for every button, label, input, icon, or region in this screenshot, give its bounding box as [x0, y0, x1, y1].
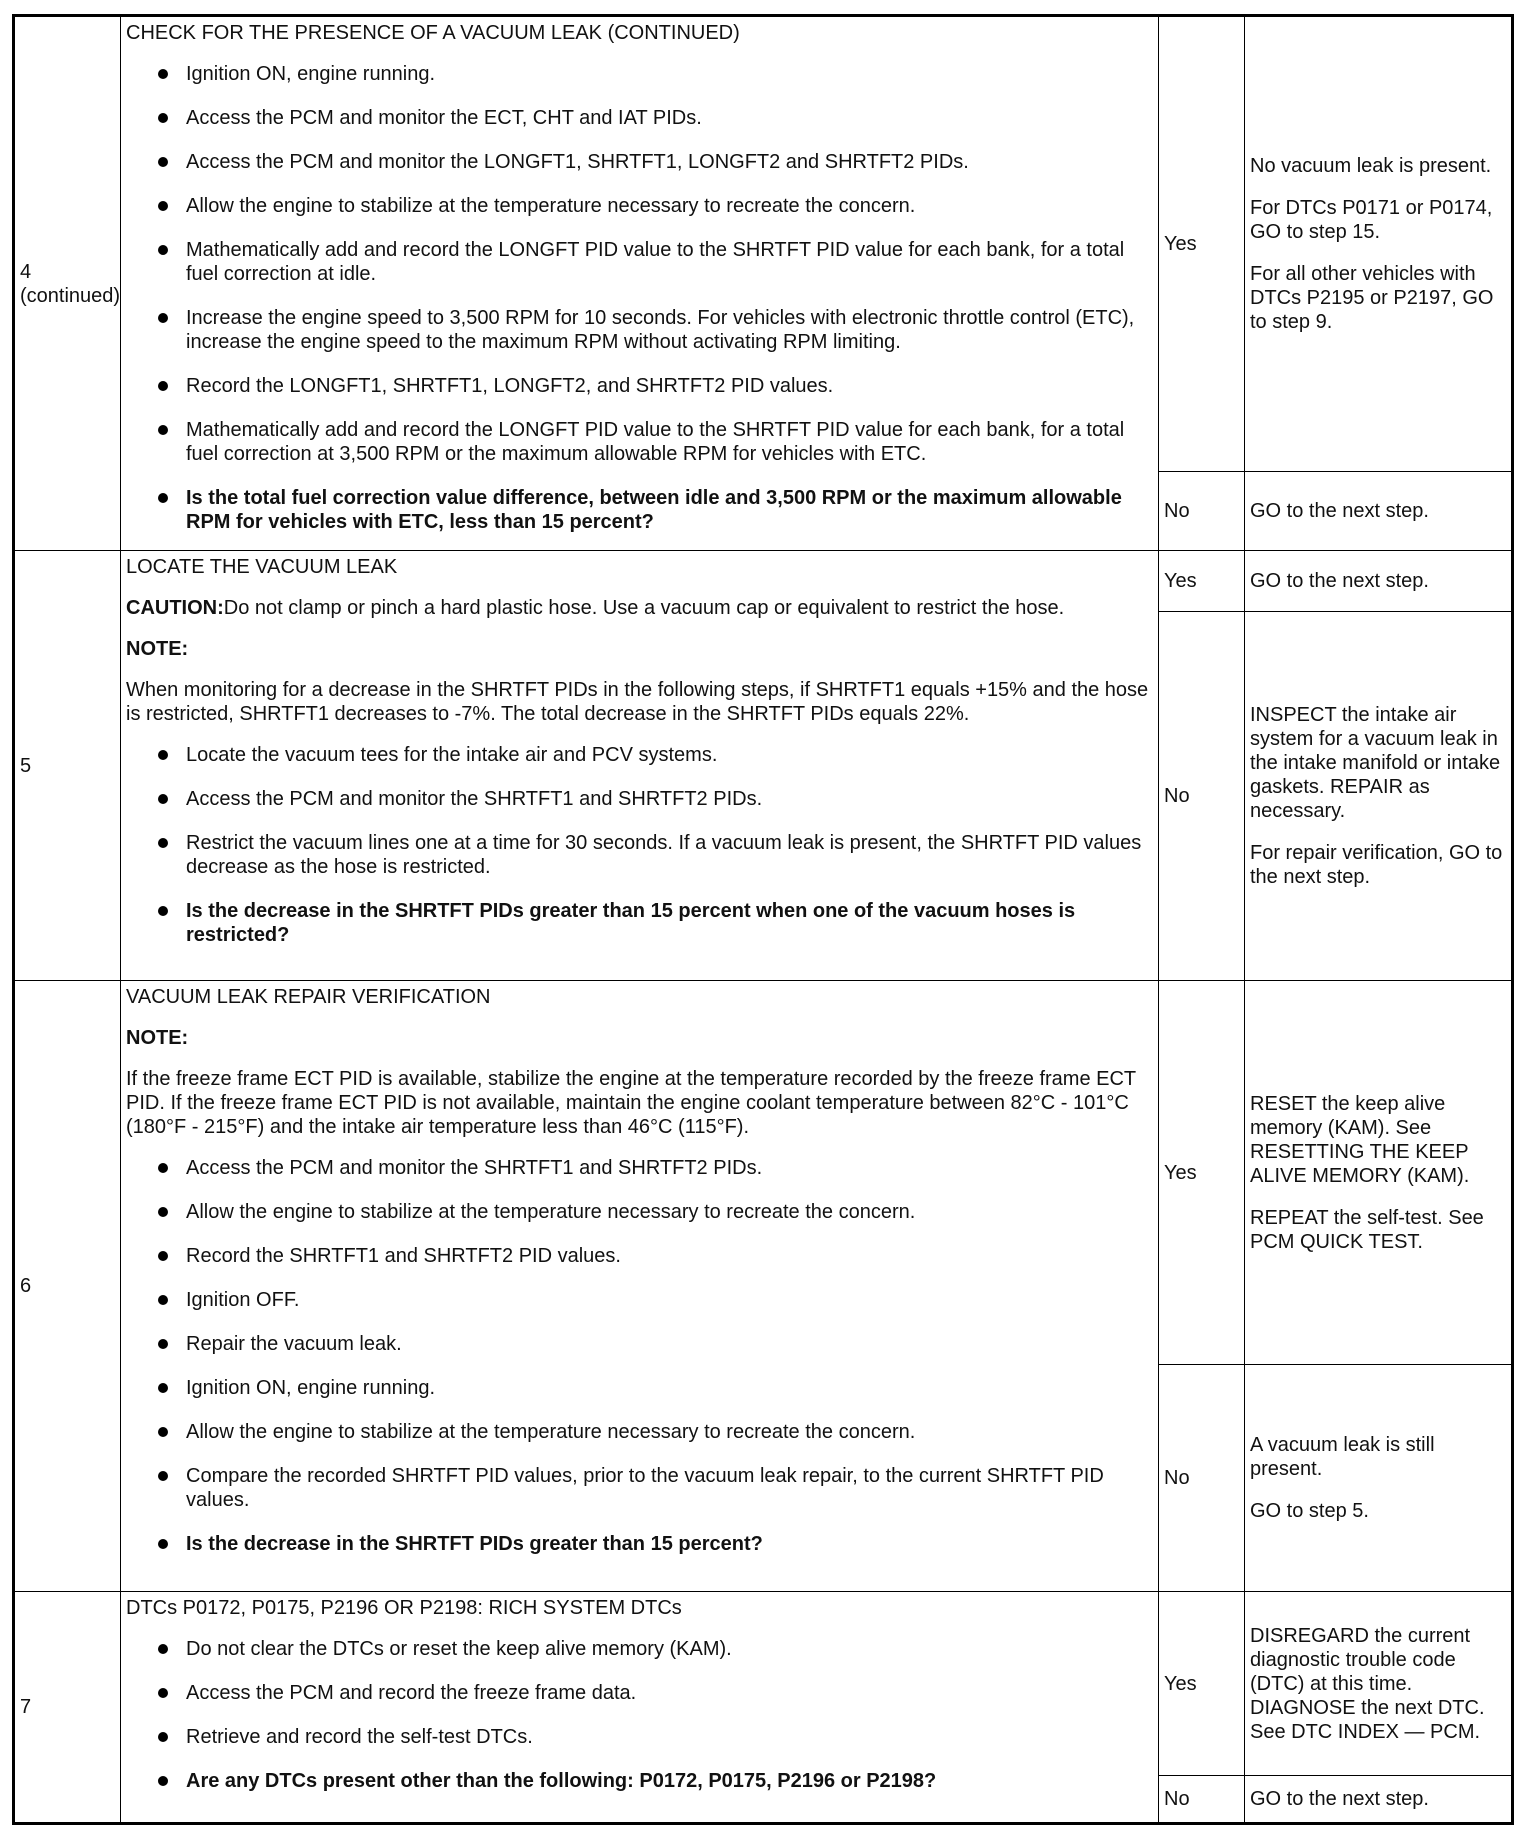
step-row-5 [14, 551, 1513, 612]
action-text: GO to the next step. [1250, 500, 1429, 522]
answer-no-label: No [1164, 500, 1190, 522]
step-bullet-list [126, 1156, 1153, 1556]
action-no [1245, 1776, 1513, 1824]
answer-no [1159, 1365, 1245, 1592]
action-text: RESET the keep alive memory (KAM). See RESETTING THE KEEP ALIVE MEMORY (KAM). [1250, 1092, 1470, 1187]
step-row-7 [14, 1592, 1513, 1776]
answer-yes [1159, 981, 1245, 1365]
step-bullet-list [126, 1637, 1153, 1793]
note-label: NOTE: [126, 638, 189, 660]
action-text: GO to step 5. [1250, 1500, 1369, 1522]
answer-yes [1159, 1592, 1245, 1776]
list-item: Access the PCM and monitor the ECT, CHT and IAT PIDs. [156, 106, 1153, 130]
step-content [121, 981, 1159, 1592]
list-item: Access the PCM and monitor the SHRTFT1 and SHRTFT2 PIDs. [156, 787, 1153, 811]
step-question: Is the decrease in the SHRTFT PIDs greater than 15 percent when one of the vacuum hoses is restricted? [156, 899, 1153, 947]
list-item: Ignition OFF. [156, 1288, 1153, 1312]
step-title: LOCATE THE VACUUM LEAK [126, 556, 398, 578]
list-item: Access the PCM and monitor the SHRTFT1 and SHRTFT2 PIDs. [156, 1156, 1153, 1180]
action-text: For DTCs P0171 or P0174, GO to step 15. [1250, 197, 1493, 243]
step-number [14, 1592, 121, 1824]
list-item: Increase the engine speed to 3,500 RPM for 10 seconds. For vehicles with electronic throttle control (ETC), increase the engine speed to the maximum RPM without activating RPM limiting. [156, 306, 1153, 354]
action-yes [1245, 981, 1513, 1365]
list-item: Mathematically add and record the LONGFT PID value to the SHRTFT PID value for each bank, for a total fuel correction at 3,500 RPM or the maximum allowable RPM for vehicles with ETC. [156, 418, 1153, 466]
list-item: Allow the engine to stabilize at the temperature necessary to recreate the concern. [156, 1420, 1153, 1444]
list-item: Compare the recorded SHRTFT PID values, prior to the vacuum leak repair, to the current SHRTFT PID values. [156, 1464, 1153, 1512]
list-item: Mathematically add and record the LONGFT PID value to the SHRTFT PID value for each bank, for a total fuel correction at idle. [156, 238, 1153, 286]
action-yes [1245, 16, 1513, 472]
step-content [121, 1592, 1159, 1824]
action-no [1245, 1365, 1513, 1592]
step-question: Is the decrease in the SHRTFT PIDs greater than 15 percent? [156, 1532, 1153, 1556]
step-number [14, 981, 121, 1592]
list-item: Access the PCM and monitor the LONGFT1, SHRTFT1, LONGFT2 and SHRTFT2 PIDs. [156, 150, 1153, 174]
answer-no-label: No [1164, 1788, 1190, 1810]
caution-label: CAUTION: [126, 597, 224, 619]
step-number [14, 551, 121, 981]
list-item: Repair the vacuum leak. [156, 1332, 1153, 1356]
list-item: Allow the engine to stabilize at the temperature necessary to recreate the concern. [156, 1200, 1153, 1224]
action-yes [1245, 1592, 1513, 1776]
step-question: Is the total fuel correction value difference, between idle and 3,500 RPM or the maximum allowable RPM for vehicles with ETC, less than 15 percent? [156, 486, 1153, 534]
step-number-text: 7 [20, 1696, 32, 1718]
diagnostic-table [12, 14, 1514, 1825]
action-text: No vacuum leak is present. [1250, 155, 1492, 177]
note-text: When monitoring for a decrease in the SHRTFT PIDs in the following steps, if SHRTFT1 equals +15% and the hose is restricted, SHRTFT1 decreases to -7%. The total decrease in the SHRTFT PIDs equals 22%. [126, 679, 1149, 725]
caution-text: Do not clamp or pinch a hard plastic hose. Use a vacuum cap or equivalent to restrict the hose. [223, 597, 1065, 619]
answer-yes-label: Yes [1164, 570, 1197, 592]
list-item: Ignition ON, engine running. [156, 62, 1153, 86]
list-item: Allow the engine to stabilize at the temperature necessary to recreate the concern. [156, 194, 1153, 218]
caution-paragraph [126, 596, 1153, 620]
action-text: GO to the next step. [1250, 1788, 1429, 1810]
step-title: VACUUM LEAK REPAIR VERIFICATION [126, 986, 491, 1008]
note-text: If the freeze frame ECT PID is available, stabilize the engine at the temperature recorded by the freeze frame ECT PID. If the freeze frame ECT PID is not available, maintain the engine coolant temperature between 82°C - 101°C (180°F - 215°F) and the intake air temperature less than 46°C (115°F). [126, 1068, 1136, 1138]
list-item: Do not clear the DTCs or reset the keep alive memory (KAM). [156, 1637, 1153, 1661]
step-title: CHECK FOR THE PRESENCE OF A VACUUM LEAK (CONTINUED) [126, 22, 740, 44]
step-row-4 [14, 16, 1513, 472]
action-text: For all other vehicles with DTCs P2195 or P2197, GO to step 9. [1250, 263, 1494, 333]
answer-no [1159, 472, 1245, 551]
answer-yes [1159, 16, 1245, 472]
answer-no-label: No [1164, 785, 1190, 807]
answer-yes-label: Yes [1164, 233, 1197, 255]
list-item: Access the PCM and record the freeze frame data. [156, 1681, 1153, 1705]
step-number-text: 4 (continued) [20, 260, 121, 307]
action-text: INSPECT the intake air system for a vacuum leak in the intake manifold or intake gaskets. REPAIR as necessary. [1250, 704, 1501, 822]
step-number [14, 16, 121, 551]
answer-yes-label: Yes [1164, 1161, 1197, 1184]
action-text: REPEAT the self-test. See PCM QUICK TEST. [1250, 1206, 1484, 1253]
step-title: DTCs P0172, P0175, P2196 OR P2198: RICH SYSTEM DTCs [126, 1597, 682, 1619]
action-text: GO to the next step. [1250, 570, 1429, 592]
step-content [121, 551, 1159, 981]
list-item: Locate the vacuum tees for the intake air and PCV systems. [156, 743, 1153, 767]
answer-no [1159, 612, 1245, 981]
answer-yes [1159, 551, 1245, 612]
list-item: Ignition ON, engine running. [156, 1376, 1153, 1400]
step-bullet-list [126, 62, 1153, 534]
action-text: A vacuum leak is still present. [1250, 1434, 1435, 1480]
step-bullet-list [126, 743, 1153, 947]
action-yes [1245, 551, 1513, 612]
action-text: DISREGARD the current diagnostic trouble code (DTC) at this time. DIAGNOSE the next DTC. See DTC INDEX — PCM. [1250, 1624, 1485, 1743]
step-row-6 [14, 981, 1513, 1365]
list-item: Record the LONGFT1, SHRTFT1, LONGFT2, and SHRTFT2 PID values. [156, 374, 1153, 398]
answer-no-label: No [1164, 1467, 1190, 1489]
list-item: Retrieve and record the self-test DTCs. [156, 1725, 1153, 1749]
step-number-text: 6 [20, 1275, 32, 1297]
action-no [1245, 612, 1513, 981]
step-number-text: 5 [20, 754, 32, 777]
step-question: Are any DTCs present other than the following: P0172, P0175, P2196 or P2198? [156, 1769, 1153, 1793]
list-item: Restrict the vacuum lines one at a time for 30 seconds. If a vacuum leak is present, the SHRTFT PID values decrease as the hose is restricted. [156, 831, 1153, 879]
action-text: For repair verification, GO to the next step. [1250, 842, 1503, 888]
step-content [121, 16, 1159, 551]
answer-no [1159, 1776, 1245, 1824]
action-no [1245, 472, 1513, 551]
note-label: NOTE: [126, 1027, 189, 1049]
answer-yes-label: Yes [1164, 1672, 1197, 1695]
list-item: Record the SHRTFT1 and SHRTFT2 PID values. [156, 1244, 1153, 1268]
diagnostic-procedure-page [12, 14, 1514, 1825]
